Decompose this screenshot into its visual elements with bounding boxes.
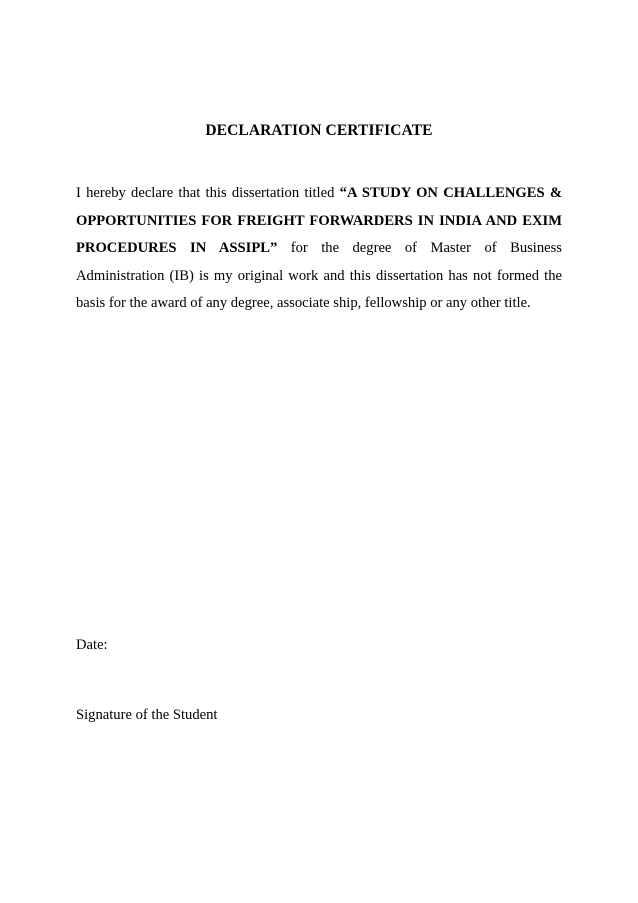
declaration-paragraph: [76, 180, 562, 318]
page-title: DECLARATION CERTIFICATE: [205, 122, 433, 139]
declaration-rest: for the degree of Master of Business Administration (IB) is my original work and this dissertation has not formed the basis for the award of any degree, associate ship, fellowship or any other title.: [76, 240, 562, 311]
date-label: Date:: [76, 637, 108, 653]
declaration-intro: I hereby declare that this dissertation titled: [76, 185, 340, 201]
dissertation-title: “A STUDY ON CHALLENGES & OPPORTUNITIES FOR FREIGHT FORWARDERS IN INDIA AND EXIM PROCEDURES IN ASSIPL”: [76, 185, 562, 256]
signature-label: Signature of the Student: [76, 707, 218, 723]
